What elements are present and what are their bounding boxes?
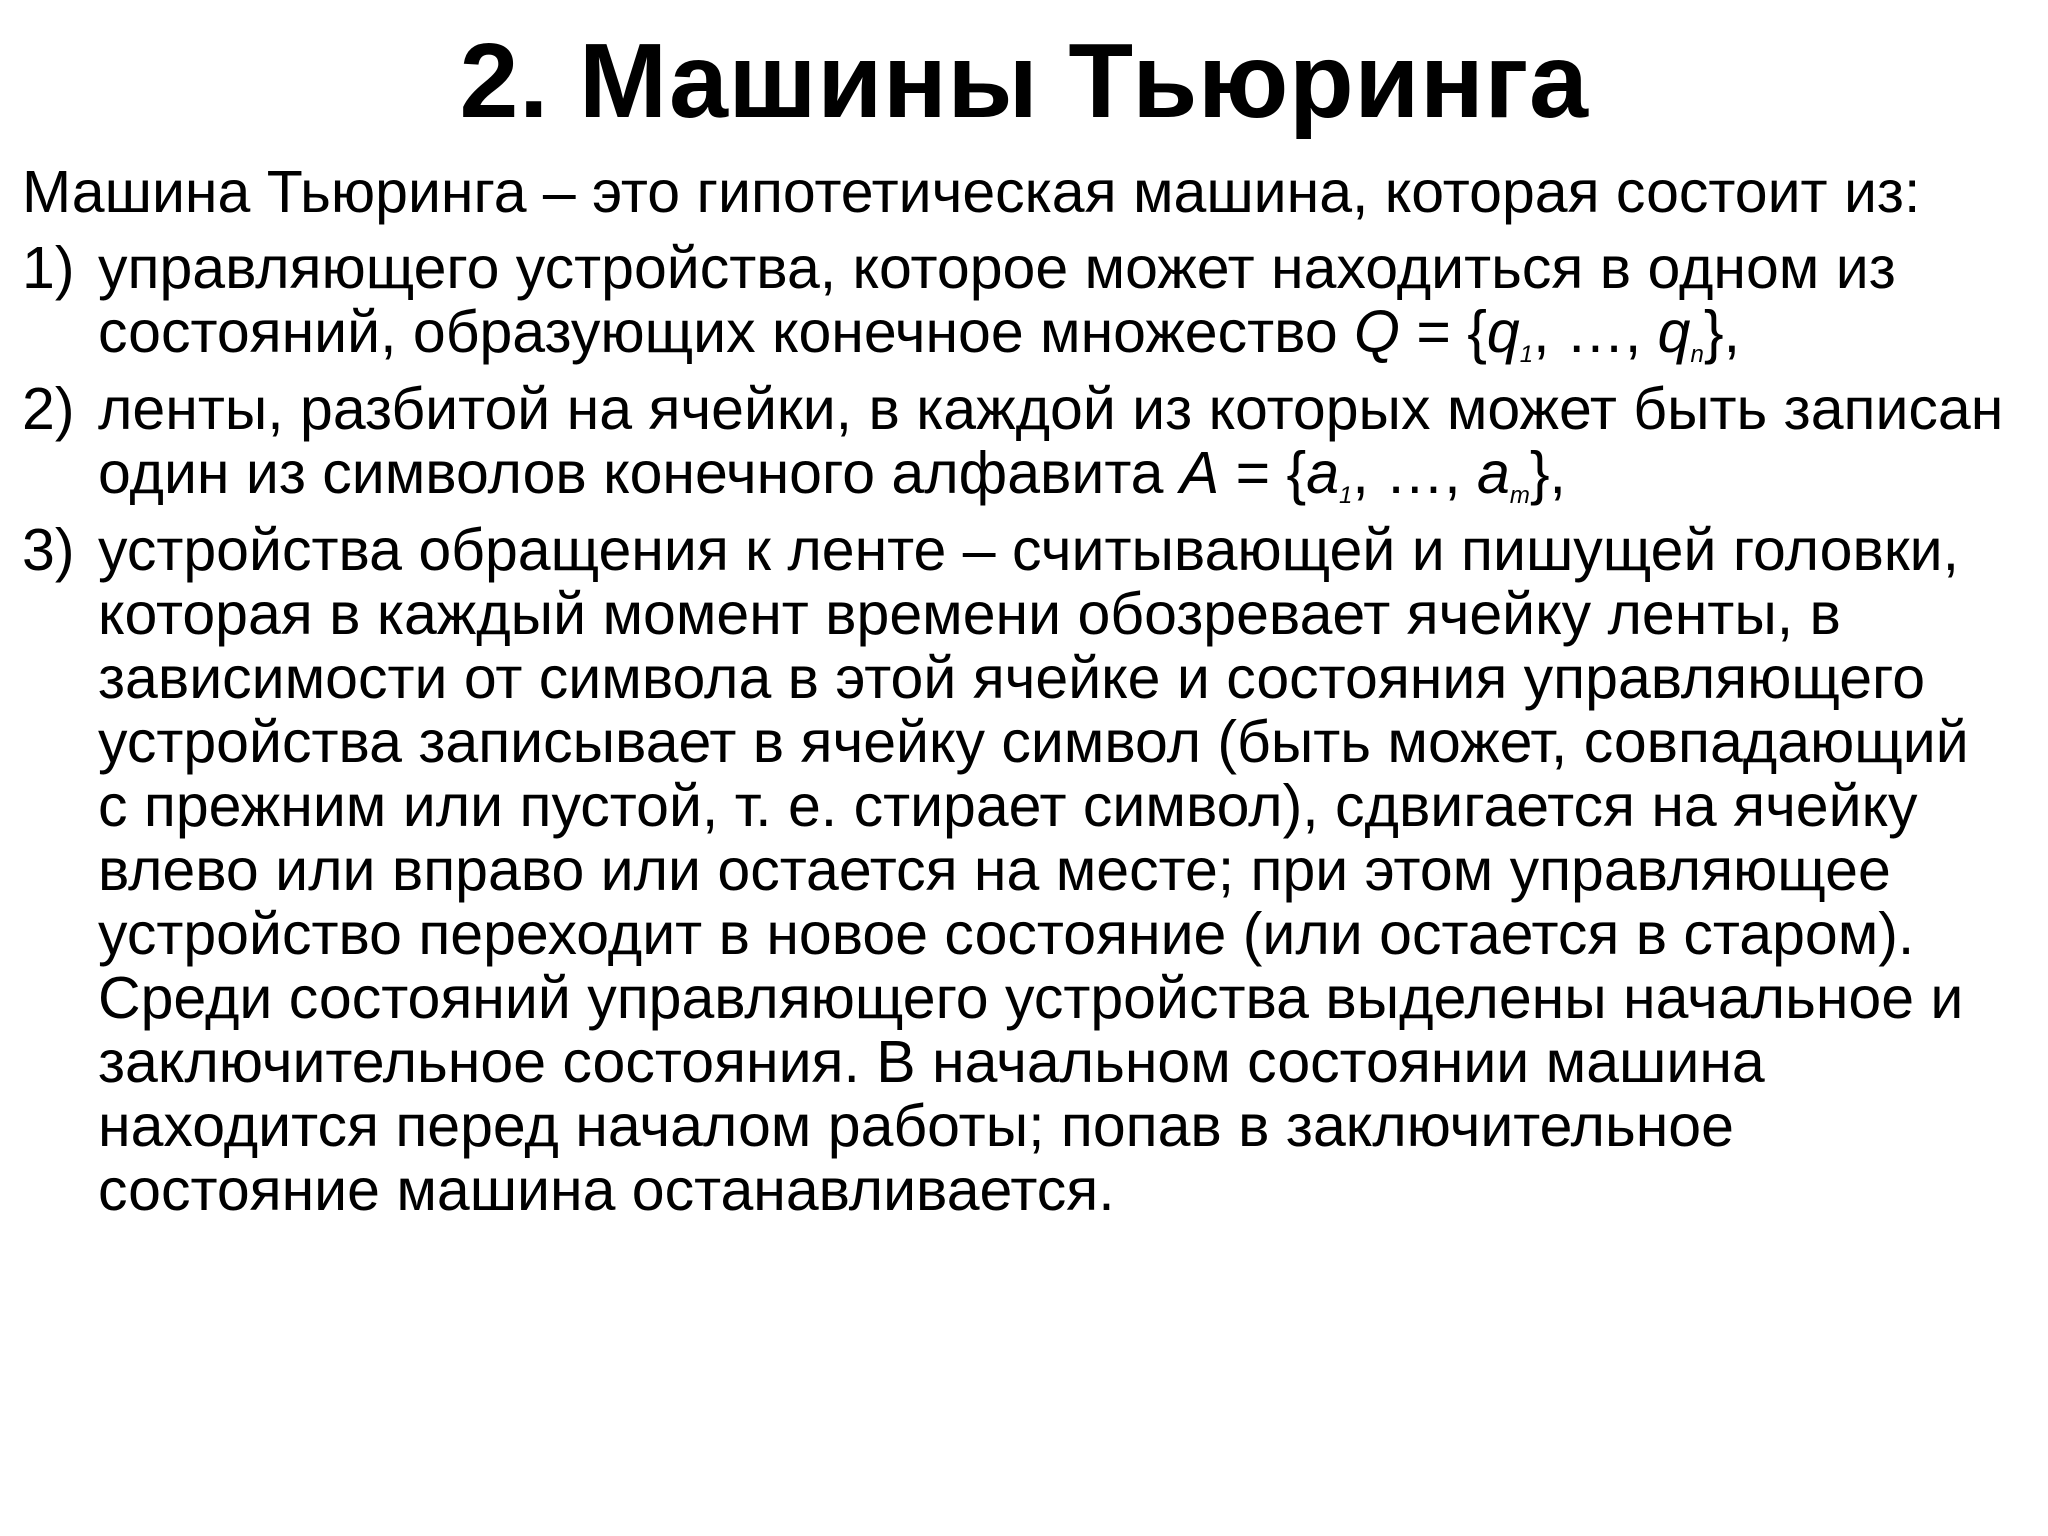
list-item-text: ленты, разбитой на ячейки, в каждой из которых может быть записан один из символов конечного алфавита (98, 376, 2004, 506)
list-item-text: управляющего устройства, которое может находиться в одном из состояний, образующих конечное множество (98, 235, 1896, 365)
set-element-last-index: n (1690, 341, 1704, 368)
set-open: = { (1219, 440, 1307, 506)
set-close: }, (1529, 440, 1566, 506)
set-element-last-index: m (1509, 482, 1530, 509)
list-item-2 (22, 376, 2012, 509)
list-item-3 (22, 518, 2012, 1222)
set-element-last: a (1476, 440, 1510, 506)
set-element-last: q (1657, 299, 1691, 365)
set-element-first-index: 1 (1339, 482, 1353, 509)
set-symbol: Q (1354, 299, 1400, 365)
intro-paragraph: Машина Тьюринга – это гипотетическая машина, которая состоит из: (22, 159, 1921, 225)
set-element-first-index: 1 (1519, 341, 1534, 368)
list-item-number: 3) (22, 517, 75, 583)
list-item-number: 1) (22, 235, 75, 301)
list-item-number: 2) (22, 376, 75, 442)
set-ellipsis: , …, (1533, 299, 1658, 365)
list-item-text: устройства обращения к ленте – считывающей и пишущей головки, которая в каждый момент времени обозревает ячейку ленты, в зависимости от символа в этой ячейке и состояния управляющего устройства записывает в ячейку символ (быть может, совпадающий с прежним или пустой, т. е. стирает символ), сдвигается на ячейку влево или вправо или остается на месте; при этом управляющее устройство переходит в новое состояние (или остается в старом). Среди состояний управляющего устройства выделены начальное и заключительное состояния. В начальном состоянии машина находится перед началом работы; попав в заключительное состояние машина останавливается. (98, 517, 1969, 1223)
set-element-first: a (1306, 440, 1340, 506)
slide-body (22, 160, 2012, 1235)
set-ellipsis: , …, (1352, 440, 1477, 506)
set-element-first: q (1486, 299, 1520, 365)
set-open: = { (1399, 299, 1487, 365)
set-close: }, (1703, 299, 1740, 365)
slide-title: 2. Машины Тьюринга (459, 22, 1589, 140)
list-item-1 (22, 235, 2012, 368)
set-symbol: A (1179, 440, 1220, 506)
